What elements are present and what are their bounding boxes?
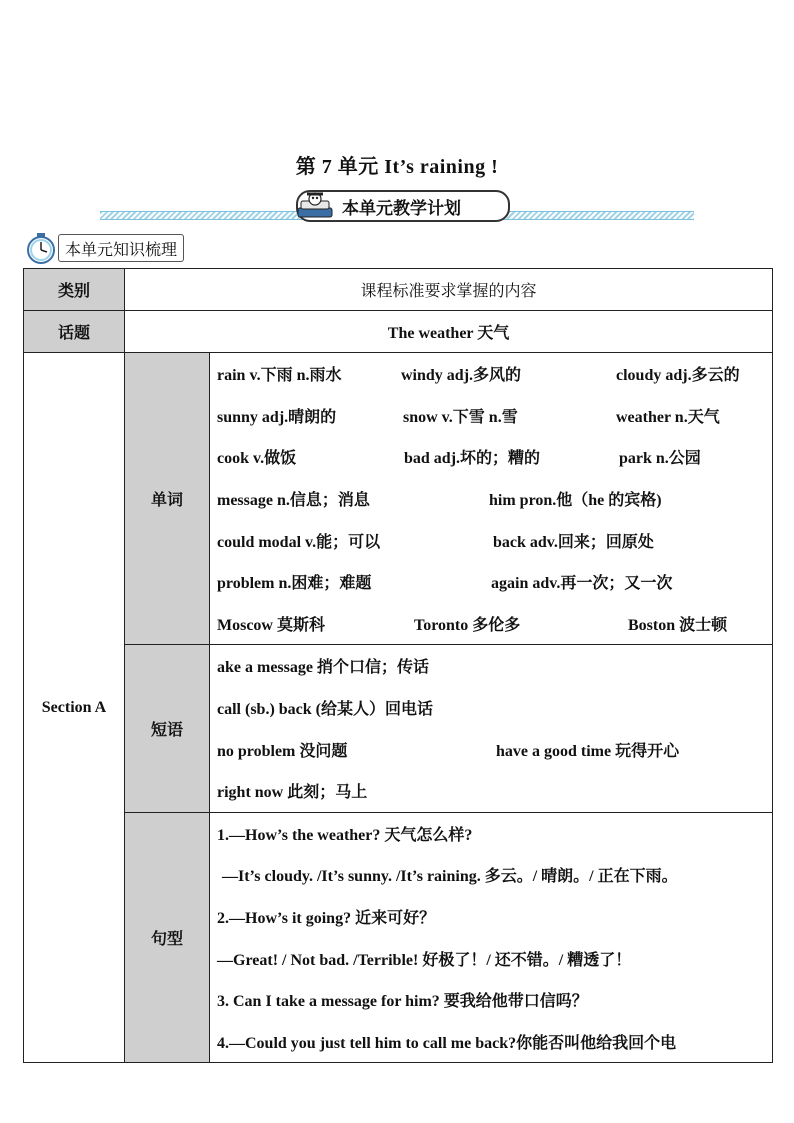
table-row (24, 353, 773, 645)
phrase-item: no problem 没问题 (217, 742, 348, 760)
sentence-line: 4.—Could you just tell him to call me back?你能否叫他给我回个电 (217, 1034, 677, 1052)
vocab-item: could modal v.能；可以 (217, 533, 381, 551)
unit-plan-banner (100, 188, 694, 222)
phrase-item: ake a message 捎个口信；传话 (217, 659, 429, 677)
vocab-item: windy adj.多风的 (401, 367, 522, 385)
vocab-item: him pron.他（he 的宾格) (489, 492, 662, 510)
book-owl-icon (296, 192, 336, 220)
vocab-item: back adv.回来；回原处 (493, 533, 654, 551)
vocab-item: Boston 波士顿 (628, 616, 728, 634)
topic-value-cell: The weather 天气 (125, 311, 773, 353)
vocab-content-cell (210, 353, 773, 645)
sentence-line: 3. Can I take a message for him? 要我给他带口信吗？ (217, 993, 588, 1011)
section-label-text: 本单元知识梳理 (58, 234, 184, 262)
vocab-item: cloudy adj.多云的 (616, 367, 740, 385)
phrase-line (210, 728, 772, 770)
sentence-line: —It’s cloudy. /It’s sunny. /It’s raining. 多云。/ 晴朗。/ 正在下雨。 (222, 868, 678, 886)
phrase-item: right now 此刻；马上 (217, 784, 368, 802)
sentences-content-cell (210, 812, 773, 1063)
phrase-item: have a good time 玩得开心 (496, 742, 680, 760)
table-row (24, 645, 773, 812)
phrase-line (210, 687, 772, 729)
knowledge-section-label (26, 232, 184, 264)
vocab-line (210, 395, 772, 437)
vocab-item: rain v.下雨 n.雨水 (217, 367, 342, 385)
section-a-cell: Section A (24, 353, 125, 1063)
topic-label-cell: 话题 (24, 311, 125, 353)
vocab-label-cell: 单词 (125, 353, 210, 645)
vocab-line (210, 436, 772, 478)
vocab-item: Toronto 多伦多 (414, 616, 521, 634)
phrase-item: call (sb.) back (给某人）回电话 (217, 701, 434, 719)
vocab-item: park n.公园 (619, 450, 701, 468)
header-category-cell: 类别 (24, 269, 125, 311)
vocab-line (210, 519, 772, 561)
vocab-item: snow v.下雪 n.雪 (403, 408, 518, 426)
sentence-line: —Great! / Not bad. /Terrible! 好极了！/ 还不错。/ 糟透了！ (217, 951, 632, 969)
table-row (24, 311, 773, 353)
phrases-label-cell: 短语 (125, 645, 210, 812)
banner-badge (296, 190, 510, 222)
vocab-item: bad adj.坏的；糟的 (404, 450, 541, 468)
phrases-content-cell (210, 645, 773, 812)
vocab-item: message n.信息；消息 (217, 492, 370, 510)
phrase-line (210, 645, 772, 687)
phrase-line (210, 770, 772, 812)
sentence-line: 2.—How’s it going? 近来可好？ (217, 910, 436, 928)
vocab-item: weather n.天气 (616, 408, 720, 426)
page-title: 第 7 单元 It’s raining ! (295, 156, 499, 178)
header-content-cell: 课程标准要求掌握的内容 (125, 269, 773, 311)
sentence-line: 1.—How’s the weather? 天气怎么样? (217, 826, 473, 844)
vocab-item: sunny adj.晴朗的 (217, 408, 337, 426)
vocab-line (210, 353, 772, 395)
vocab-line (210, 478, 772, 520)
banner-text: 本单元教学计划 (342, 198, 461, 219)
table-row (24, 812, 773, 1063)
vocab-item: Moscow 莫斯科 (217, 616, 325, 634)
vocab-item: cook v.做饭 (217, 450, 297, 468)
vocab-line (210, 603, 772, 645)
vocab-item: again adv.再一次；又一次 (491, 575, 673, 593)
table-row (24, 269, 773, 311)
vocab-line (210, 561, 772, 603)
sentences-label-cell: 句型 (125, 812, 210, 1063)
knowledge-table (23, 268, 773, 1063)
vocab-item: problem n.困难；难题 (217, 575, 372, 593)
clock-icon (26, 231, 62, 265)
